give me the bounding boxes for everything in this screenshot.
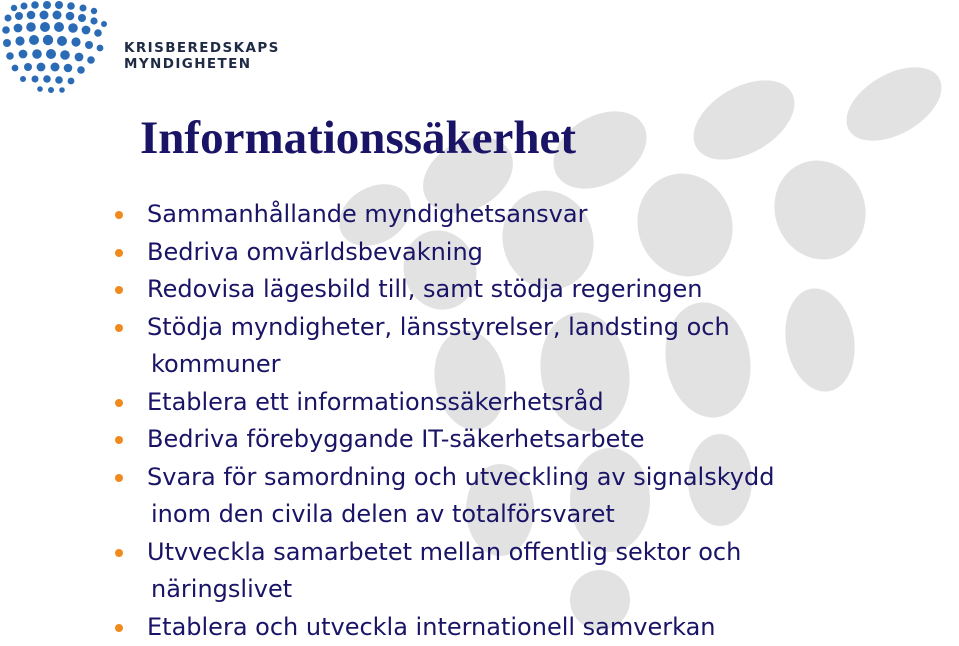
bullet-item <box>108 534 774 609</box>
decor-ellipse <box>680 64 808 176</box>
bullet-item <box>108 459 774 534</box>
bullet-continuation: inom den civila delen av totalförsvaret <box>147 496 774 534</box>
bullet-dot-icon <box>115 399 123 407</box>
bullet-text: Redovisa lägesbild till, samt stödja regeringen <box>147 275 703 303</box>
bullet-text: Etablera och utveckla internationell samverkan <box>147 613 716 641</box>
slide-title: Informationssäkerhet <box>140 110 576 166</box>
brand-name <box>124 40 280 72</box>
brand-logo <box>0 0 300 100</box>
bullet-dot-icon <box>115 474 123 482</box>
bullet-dot-icon <box>115 211 123 219</box>
bullet-text: Bedriva förebyggande IT-säkerhetsarbete <box>147 425 645 453</box>
bullet-item <box>108 196 774 234</box>
bullet-item <box>108 271 774 309</box>
decor-ellipse <box>834 52 954 156</box>
bullet-item <box>108 609 774 646</box>
brand-line-1: KRISBEREDSKAPS <box>124 40 280 56</box>
bullet-text: Sammanhållande myndighetsansvar <box>147 200 587 228</box>
bullet-item <box>108 309 774 384</box>
bullet-text: Bedriva omvärldsbevakning <box>147 238 483 266</box>
bullet-item <box>108 421 774 459</box>
bullet-continuation: kommuner <box>147 346 774 384</box>
bullet-dot-icon <box>115 286 123 294</box>
decor-ellipse <box>777 283 862 397</box>
bullet-dot-icon <box>115 624 123 632</box>
bullet-dot-icon <box>115 324 123 332</box>
bullet-text: Stödja myndigheter, länsstyrelser, landsting och <box>147 313 730 341</box>
bullet-dot-icon <box>115 249 123 257</box>
bullet-list <box>108 196 774 646</box>
bullet-dot-icon <box>115 549 123 557</box>
bullet-text: Svara för samordning och utveckling av signalskydd <box>147 463 774 491</box>
decor-ellipse <box>761 148 880 273</box>
bullet-continuation: näringslivet <box>147 571 774 609</box>
bullet-text: Utvveckla samarbetet mellan offentlig sektor och <box>147 538 741 566</box>
bullet-item <box>108 234 774 272</box>
bullet-text: Etablera ett informationssäkerhetsråd <box>147 388 604 416</box>
brand-line-2: MYNDIGHETEN <box>124 56 280 72</box>
bullet-dot-icon <box>115 436 123 444</box>
bullet-item <box>108 384 774 422</box>
brand-dots-icon <box>0 0 112 96</box>
